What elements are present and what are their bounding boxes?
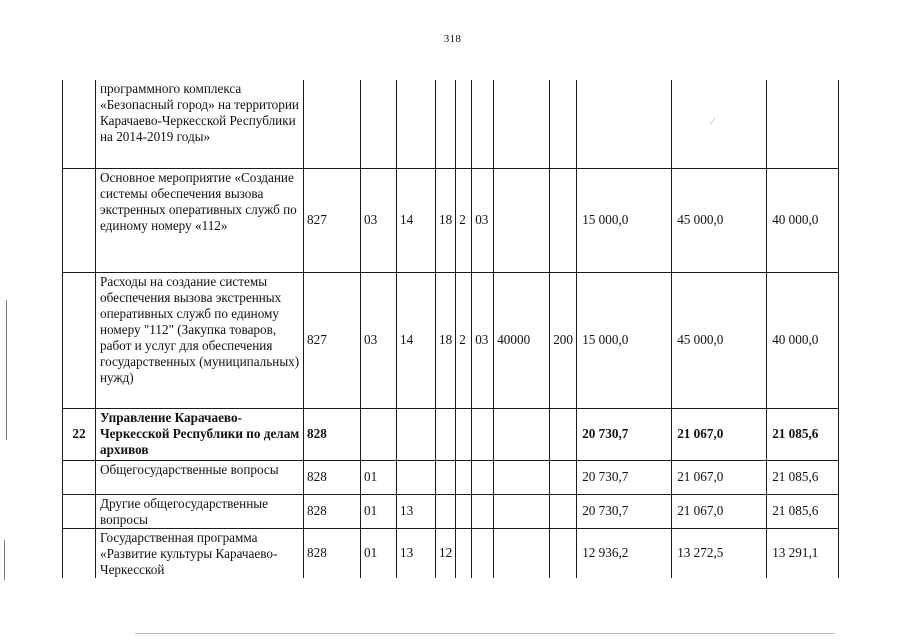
code-section	[361, 408, 397, 460]
code-program: 12	[436, 528, 456, 578]
amount-year-2: 13 272,5	[672, 528, 767, 578]
row-description: Другие общегосударственные вопросы	[96, 494, 304, 528]
code-ministry: 828	[304, 494, 361, 528]
code-direction	[494, 494, 550, 528]
code-subsection: 13	[397, 528, 436, 578]
budget-table	[62, 80, 839, 578]
code-direction	[494, 80, 550, 168]
code-expense-type	[550, 528, 577, 578]
code-subprogram	[456, 528, 472, 578]
code-direction	[494, 528, 550, 578]
code-section: 03	[361, 272, 397, 408]
row-number	[63, 272, 96, 408]
code-direction	[494, 460, 550, 494]
row-number	[63, 460, 96, 494]
code-program: 18	[436, 272, 456, 408]
code-section: 01	[361, 528, 397, 578]
amount-year-2: 45 000,0	[672, 272, 767, 408]
code-ministry: 828	[304, 528, 361, 578]
code-ministry: 828	[304, 408, 361, 460]
row-number	[63, 168, 96, 272]
code-section: 01	[361, 460, 397, 494]
amount-year-2: 21 067,0	[672, 460, 767, 494]
row-description: Расходы на создание системы обеспечения вызова экстренных оперативных служб по единому номеру "112" (Закупка товаров, работ и услуг для обеспечения государственных (муниципальных) нужд)	[96, 272, 304, 408]
code-program	[436, 460, 456, 494]
code-subprogram: 2	[456, 168, 472, 272]
code-subsection: 14	[397, 272, 436, 408]
scan-edge-mark	[6, 300, 7, 440]
code-subprogram	[456, 80, 472, 168]
code-program: 18	[436, 168, 456, 272]
row-number: 22	[63, 408, 96, 460]
amount-year-2: 21 067,0	[672, 408, 767, 460]
code-subprogram	[456, 408, 472, 460]
row-number	[63, 528, 96, 578]
code-expense-type	[550, 168, 577, 272]
amount-year-2: 21 067,0	[672, 494, 767, 528]
code-section	[361, 80, 397, 168]
code-expense-type	[550, 494, 577, 528]
code-subsection	[397, 408, 436, 460]
amount-year-3: 40 000,0	[767, 168, 839, 272]
table-row	[63, 168, 839, 272]
row-number	[63, 494, 96, 528]
amount-year-3: 13 291,1	[767, 528, 839, 578]
table-row	[63, 528, 839, 578]
amount-year-3	[767, 80, 839, 168]
row-description: Общегосударственные вопросы	[96, 460, 304, 494]
row-description: Основное мероприятие «Создание системы обеспечения вызова экстренных оперативных служб по единому номеру «112»	[96, 168, 304, 272]
table-row	[63, 408, 839, 460]
amount-year-2: 45 000,0	[672, 168, 767, 272]
code-event: 03	[472, 168, 494, 272]
table-row	[63, 494, 839, 528]
code-program	[436, 494, 456, 528]
row-description: программного комплекса «Безопасный город» на территории Карачаево-Черкесской Республики на 2014-2019 годы»	[96, 80, 304, 168]
amount-year-1: 12 936,2	[577, 528, 672, 578]
code-event: 03	[472, 272, 494, 408]
code-event	[472, 80, 494, 168]
code-ministry: 828	[304, 460, 361, 494]
scan-speck: ⁄	[712, 116, 714, 126]
scan-edge-mark	[4, 540, 5, 580]
amount-year-2	[672, 80, 767, 168]
code-subsection: 13	[397, 494, 436, 528]
amount-year-3: 21 085,6	[767, 460, 839, 494]
code-expense-type	[550, 408, 577, 460]
amount-year-3: 21 085,6	[767, 408, 839, 460]
code-subsection	[397, 80, 436, 168]
code-ministry: 827	[304, 168, 361, 272]
row-description: Государственная программа «Развитие культуры Карачаево-Черкесской	[96, 528, 304, 578]
code-event	[472, 494, 494, 528]
code-direction	[494, 408, 550, 460]
table-row	[63, 460, 839, 494]
code-subprogram	[456, 460, 472, 494]
amount-year-1: 15 000,0	[577, 272, 672, 408]
code-direction	[494, 168, 550, 272]
page-number: 318	[443, 33, 462, 45]
code-subprogram	[456, 494, 472, 528]
code-expense-type	[550, 460, 577, 494]
amount-year-1	[577, 80, 672, 168]
code-subprogram: 2	[456, 272, 472, 408]
row-description: Управление Карачаево-Черкесской Республики по делам архивов	[96, 408, 304, 460]
code-subsection: 14	[397, 168, 436, 272]
code-program	[436, 408, 456, 460]
code-event	[472, 460, 494, 494]
code-subsection	[397, 460, 436, 494]
code-expense-type: 200	[550, 272, 577, 408]
code-event	[472, 408, 494, 460]
table-row	[63, 80, 839, 168]
code-direction: 40000	[494, 272, 550, 408]
amount-year-1: 20 730,7	[577, 408, 672, 460]
scan-bottom-line	[135, 633, 835, 634]
code-program	[436, 80, 456, 168]
code-section: 01	[361, 494, 397, 528]
table-row	[63, 272, 839, 408]
amount-year-3: 40 000,0	[767, 272, 839, 408]
code-ministry	[304, 80, 361, 168]
code-expense-type	[550, 80, 577, 168]
amount-year-1: 15 000,0	[577, 168, 672, 272]
code-event	[472, 528, 494, 578]
code-ministry: 827	[304, 272, 361, 408]
row-number	[63, 80, 96, 168]
code-section: 03	[361, 168, 397, 272]
amount-year-3: 21 085,6	[767, 494, 839, 528]
amount-year-1: 20 730,7	[577, 460, 672, 494]
amount-year-1: 20 730,7	[577, 494, 672, 528]
